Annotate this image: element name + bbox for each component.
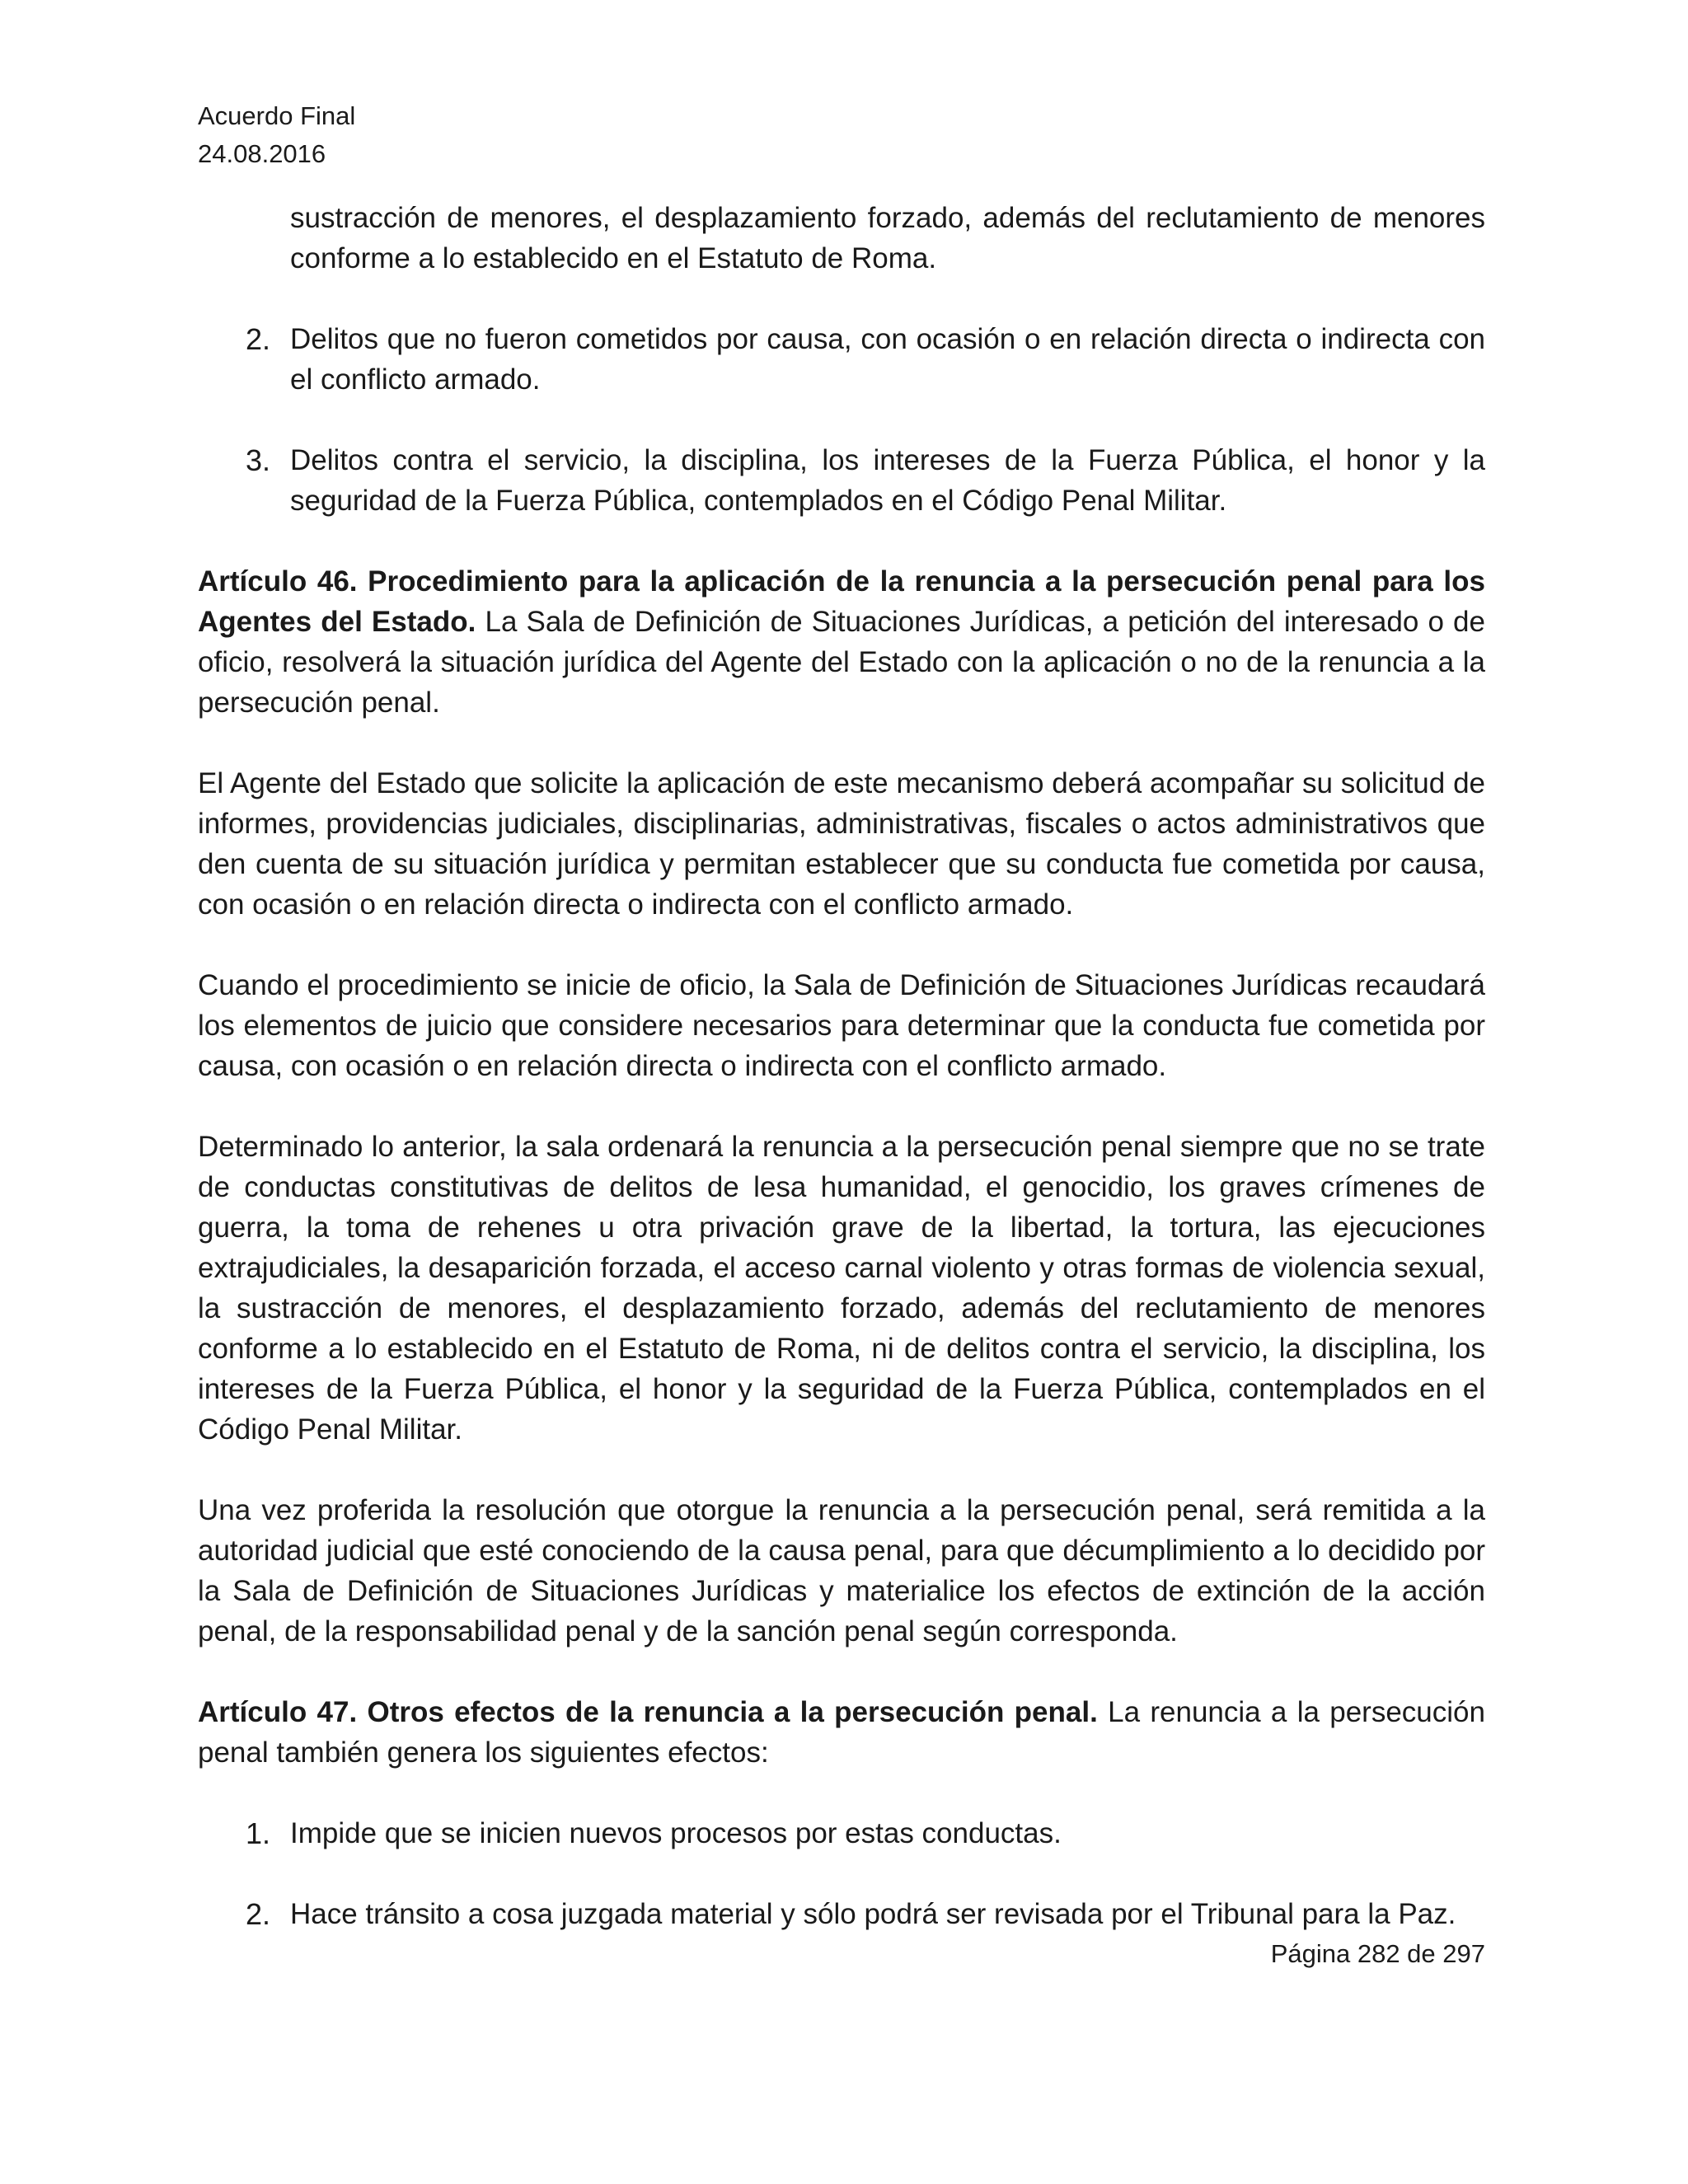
list-item	[198, 319, 1485, 400]
list-item-text: Hace tránsito a cosa juzgada material y sólo podrá ser revisada por el Tribunal para la Paz.	[290, 1898, 1456, 1930]
list-item	[198, 1894, 1485, 1934]
paragraph: El Agente del Estado que solicite la aplicación de este mecanismo deberá acompañar su solicitud de informes, providencias judiciales, disciplinarias, administrativas, fiscales o actos administrativos que den cuenta de su situación jurídica y permitan establecer que su conducta fue cometida por causa, con ocasión o en relación directa o indirecta con el conflicto armado.	[198, 767, 1485, 921]
header-title: Acuerdo Final	[198, 101, 356, 130]
list-number: 1.	[246, 1816, 271, 1850]
article-46-paragraph	[198, 561, 1485, 723]
list-item-text: Delitos que no fueron cometidos por causa, con ocasión o en relación directa o indirecta con el conflicto armado.	[290, 323, 1485, 396]
article-47-text: La renuncia a la persecución penal también genera los siguientes efectos:	[198, 1696, 1485, 1769]
header-date: 24.08.2016	[198, 139, 326, 168]
document-body	[198, 198, 1485, 1934]
list-item-text: Delitos contra el servicio, la disciplina, los intereses de la Fuerza Pública, el honor y la seguridad de la Fuerza Pública, contemplados en el Código Penal Militar.	[290, 444, 1485, 517]
article-46-text: La Sala de Definición de Situaciones Jurídicas, a petición del interesado o de oficio, resolverá la situación jurídica del Agente del Estado con la aplicación o no de la renuncia a la persecución penal.	[198, 606, 1485, 719]
paragraph: Cuando el procedimiento se inicie de oficio, la Sala de Definición de Situaciones Jurídicas recaudará los elementos de juicio que considere necesarios para determinar que la conducta fue cometida por causa, con ocasión o en relación directa o indirecta con el conflicto armado.	[198, 969, 1485, 1082]
paragraph: Determinado lo anterior, la sala ordenará la renuncia a la persecución penal siempre que no se trate de conductas constitutivas de delitos de lesa humanidad, el genocidio, los graves crímenes de guerra, la toma de rehenes u otra privación grave de la libertad, la tortura, las ejecuciones extrajudiciales, la desaparición forzada, el acceso carnal violento y otras formas de violencia sexual, la sustracción de menores, el desplazamiento forzado, además del reclutamiento de menores conforme a lo establecido en el Estatuto de Roma, ni de delitos contra el servicio, la disciplina, los intereses de la Fuerza Pública, el honor y la seguridad de la Fuerza Pública, contemplados en el Código Penal Militar.	[198, 1131, 1485, 1446]
list-item-text: Impide que se inicien nuevos procesos por estas conductas.	[290, 1817, 1062, 1849]
article-47-paragraph	[198, 1692, 1485, 1773]
article-47-heading: Artículo 47. Otros efectos de la renuncia a la persecución penal.	[198, 1696, 1098, 1728]
list-number: 2.	[246, 1897, 271, 1931]
paragraph: Una vez proferida la resolución que otorgue la renuncia a la persecución penal, será remitida a la autoridad judicial que esté conociendo de la causa penal, para que décumplimiento a lo decidido por la Sala de Definición de Situaciones Jurídicas y materialice los efectos de extinción de la acción penal, de la responsabilidad penal y de la sanción penal según corresponda.	[198, 1494, 1485, 1647]
list-item	[198, 1813, 1485, 1854]
page-header	[198, 97, 355, 173]
page-number: Página 282 de 297	[1270, 1939, 1485, 1968]
list-number: 3.	[246, 443, 271, 477]
list-item	[198, 440, 1485, 521]
article-46-heading: Artículo 46. Procedimiento para la aplicación de la renuncia a la persecución penal para los Agentes del Estado.	[198, 565, 1485, 638]
list-number: 2.	[246, 322, 271, 356]
list-item-continuation: sustracción de menores, el desplazamiento forzado, además del reclutamiento de menores conforme a lo establecido en el Estatuto de Roma.	[290, 202, 1485, 274]
